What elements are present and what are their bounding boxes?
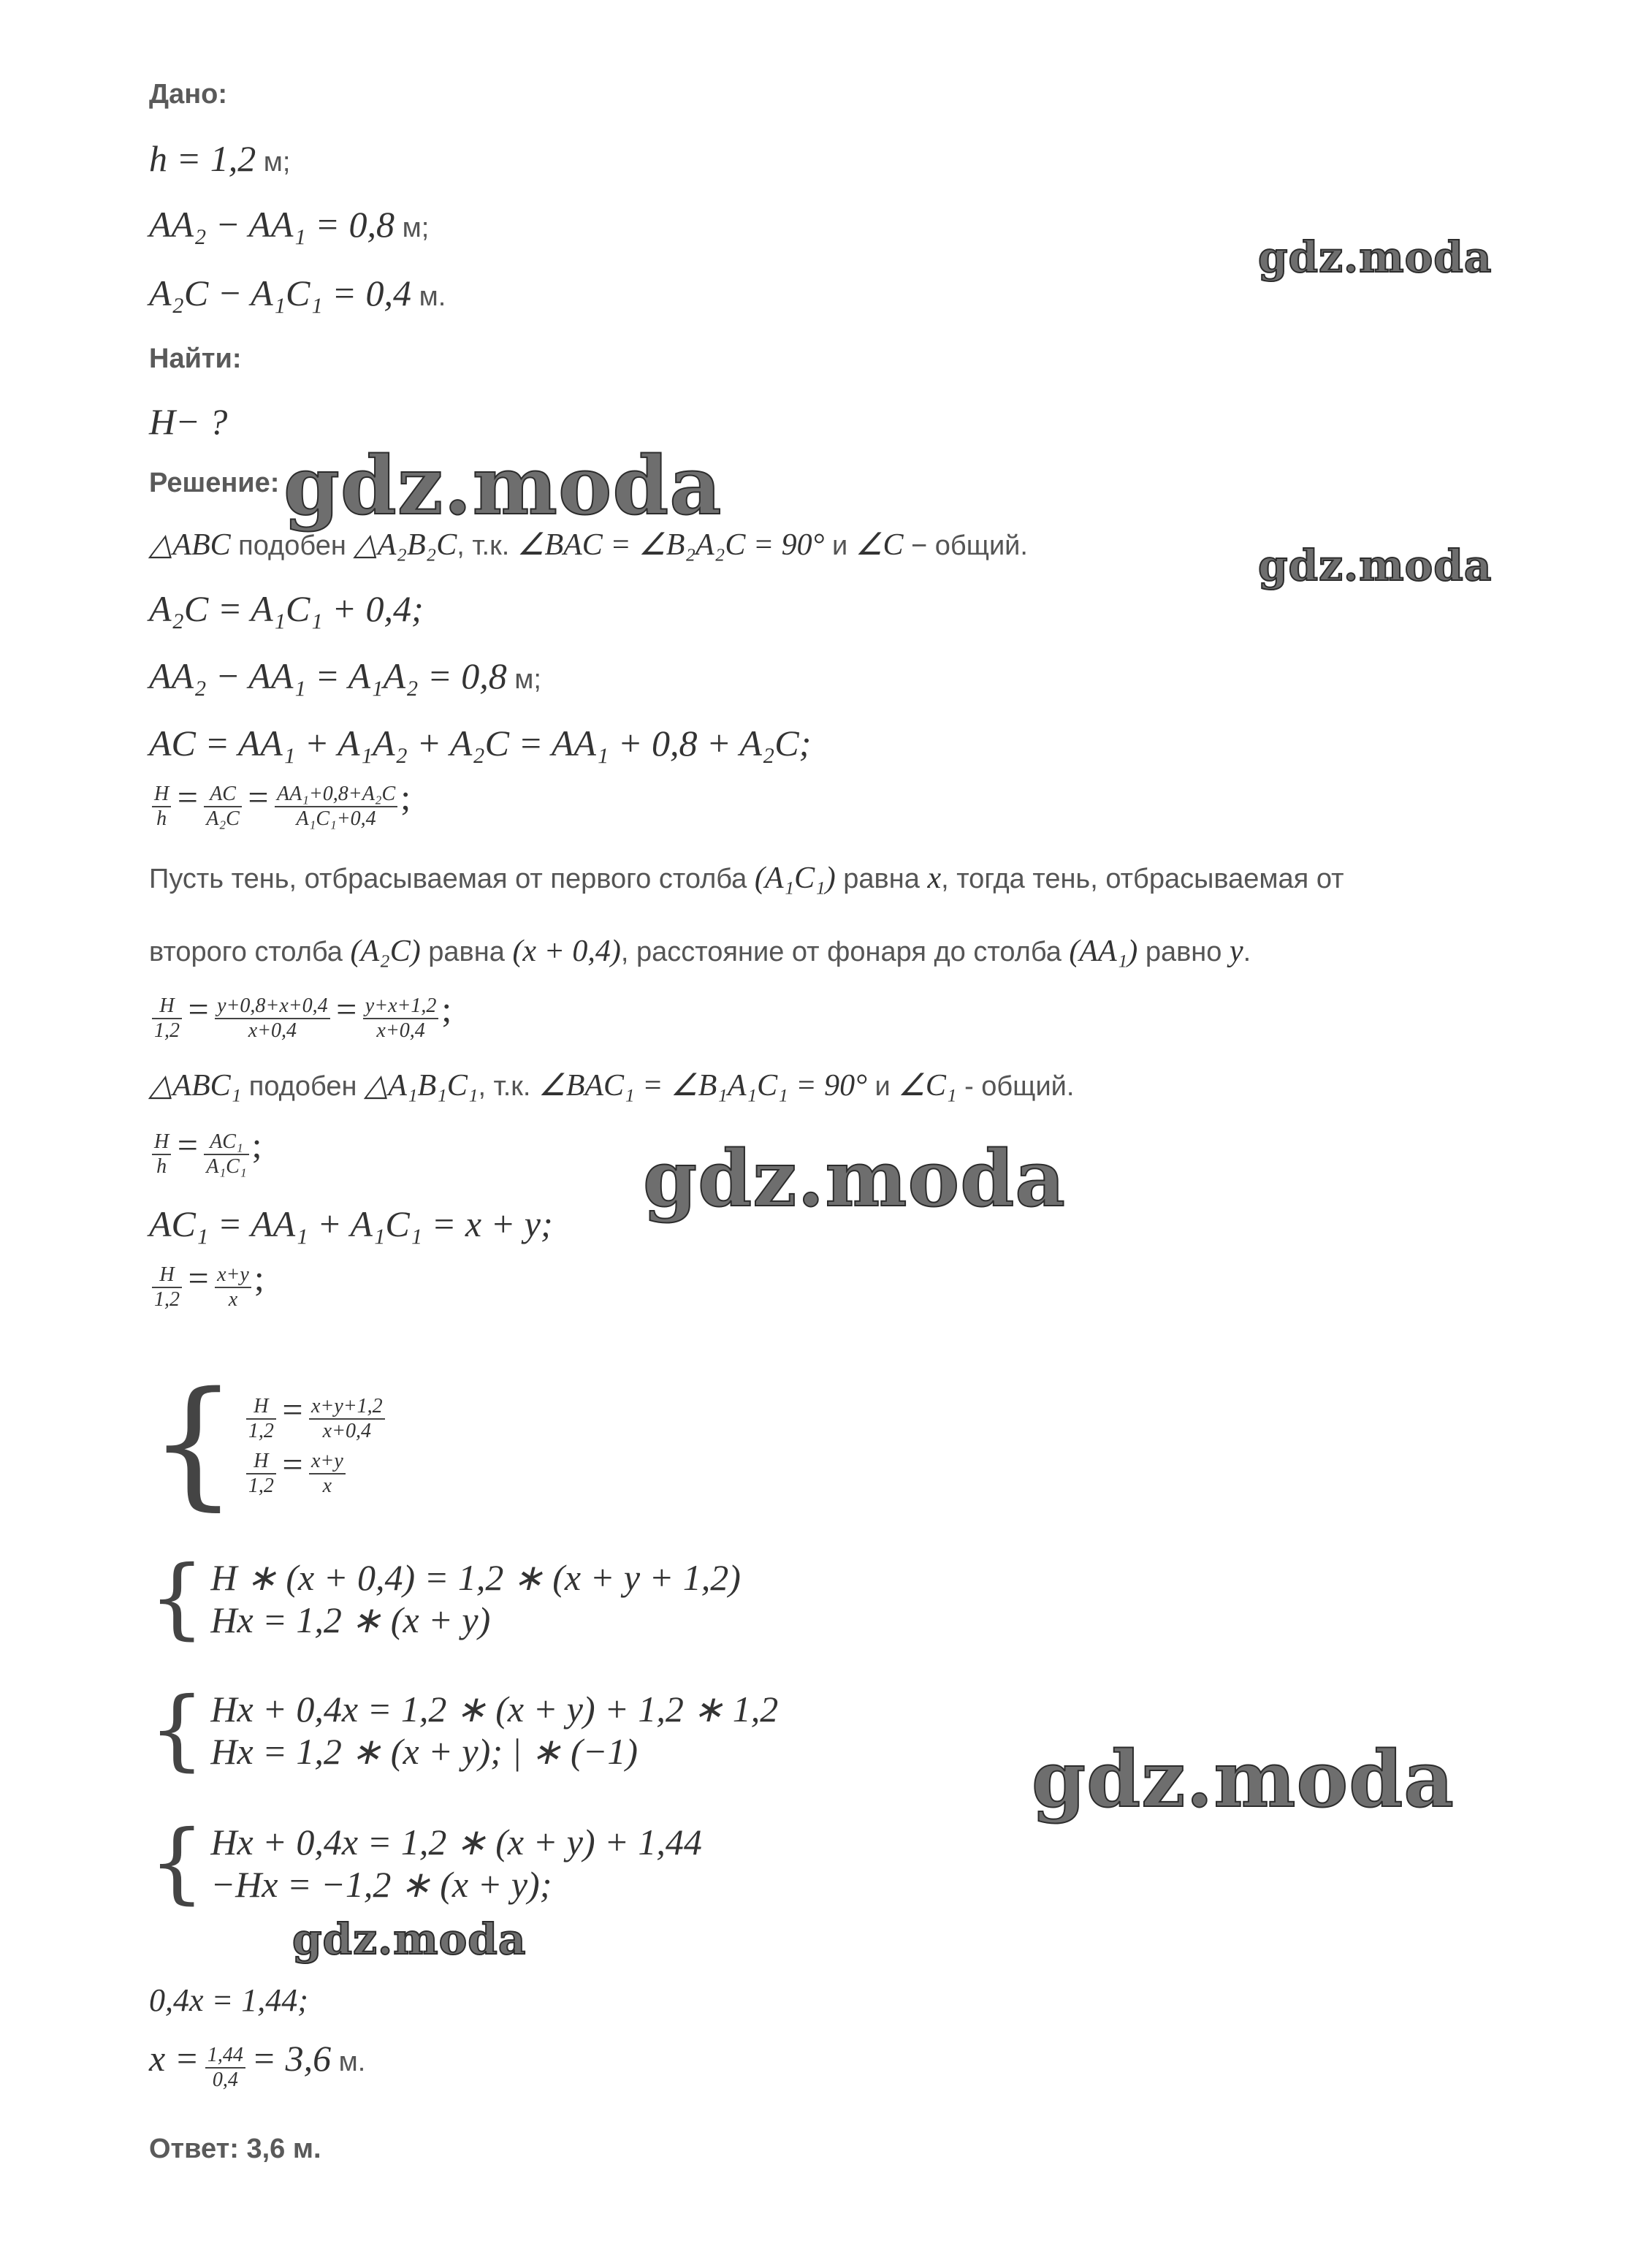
because-word: , т.к.: [478, 1071, 539, 1102]
final-equation: [149, 2037, 365, 2092]
find-value: H− ?: [149, 401, 228, 442]
system-row: Hx = 1,2 ∗ (x + y): [210, 1599, 491, 1640]
numerator: AC₁: [204, 1130, 248, 1155]
and-word: и: [866, 1071, 899, 1102]
let-statement-2: [149, 934, 1251, 969]
watermark-logo: gdz.moda: [1258, 541, 1493, 590]
fraction: [205, 2044, 245, 2092]
brace-icon: {: [149, 1362, 237, 1523]
equation-ac1: AC₁ = AA₁ + A₁C₁ = x + y;: [149, 1203, 553, 1244]
distance-text: , расстояние от фонаря до столба: [620, 937, 1070, 967]
system-row: $\frac{H}{1,2}$ = $\frac{x+y}{x}$: [243, 1443, 388, 1498]
given-line-shadow-difference-math: A₂C − A₁C₁ = 0,4: [149, 273, 412, 313]
given-line-height: [149, 137, 291, 180]
denominator: 1,2: [248, 1474, 274, 1497]
denominator: 1,2: [154, 1019, 180, 1042]
equation-0-4x: 0,4x = 1,44;: [149, 1982, 308, 2018]
numerator: H: [152, 1130, 171, 1155]
denominator: h: [156, 807, 167, 830]
numerator: x+y: [309, 1450, 346, 1474]
system-row: −Hx = −1,2 ∗ (x + y);: [210, 1864, 552, 1905]
let-statement-1: [149, 861, 1344, 896]
given-line-height-math: h = 1,2: [149, 138, 256, 179]
numerator: 1,44: [205, 2044, 245, 2069]
numerator: H: [246, 1450, 276, 1474]
given-line-aa-difference: [149, 203, 429, 246]
solution-heading: Решение:: [149, 468, 280, 498]
brace-icon: {: [149, 1812, 205, 1914]
find-heading: Найти:: [149, 343, 242, 374]
equation-system-1: [149, 1362, 388, 1523]
given-line-aa-difference-unit: м;: [395, 213, 430, 243]
given-line-shadow-difference-unit: м.: [411, 281, 446, 312]
fraction: [215, 994, 330, 1043]
similar-word: подобен: [241, 1071, 365, 1102]
numerator: H: [152, 783, 171, 807]
numerator: y+x+1,2: [363, 994, 439, 1019]
denominator: A₁C₁: [206, 1154, 247, 1178]
equation-a1a2-math: AA₂ − AA₁ = A₁A₂ = 0,8: [149, 655, 507, 696]
equals-word: равна: [835, 864, 928, 894]
equation-a2c: A₂C = A₁C₁ + 0,4;: [149, 588, 424, 629]
watermark-logo: gdz.moda: [1032, 1733, 1455, 1824]
fraction: [275, 783, 397, 831]
let-text: Пусть тень, отбрасываемая от первого столба: [149, 864, 755, 894]
shadow-first-pole: (A₁C₁): [754, 861, 836, 895]
triangle-abc1: △ABC₁: [149, 1069, 242, 1103]
segment-aa1: (AA₁): [1069, 935, 1138, 968]
numerator: H: [152, 994, 182, 1019]
denominator: 0,4: [212, 2068, 238, 2091]
ratio-equation-4: $\frac{H}{1,2}$ = $\frac{x+y}{x}$ ;: [149, 1257, 264, 1312]
denominator: 1,2: [248, 1419, 274, 1442]
ratio-equation-3: $\frac{H}{h}$ = $\frac{\text{AC₁}}{\text{A₁C₁}}$ ;: [149, 1124, 262, 1179]
equation-a1a2-unit: м;: [506, 664, 541, 695]
semicolon: ;: [251, 1125, 262, 1165]
shadow-second-pole: (A₂C): [350, 935, 421, 968]
denominator: x+0,4: [248, 1019, 297, 1042]
numerator: x+y: [215, 1263, 251, 1288]
fraction: [215, 1263, 251, 1312]
equation-system-3: [149, 1679, 779, 1781]
and-word: и: [824, 530, 855, 561]
semicolon: ;: [441, 989, 452, 1030]
fraction: [152, 994, 182, 1043]
equation-system-4: [149, 1812, 702, 1914]
numerator: AA₁+0,8+A₂C: [275, 783, 397, 807]
denominator: x: [228, 1287, 238, 1311]
ratio-equation-2: $\frac{H}{1,2}$ = $\frac{y+0,8+x+0,4}{x+0,4}$ = $\frac{y+x+1,2}{x+0,4}$ ;: [149, 988, 451, 1043]
expression-x-plus: (x + 0,4): [512, 935, 621, 968]
numerator: x+y+1,2: [309, 1395, 385, 1420]
watermark-logo: gdz.moda: [1258, 232, 1493, 282]
denominator: x+0,4: [322, 1419, 371, 1442]
final-lhs: x =: [149, 2038, 199, 2079]
equation-system-2: [149, 1548, 741, 1649]
common-word: − общий.: [903, 530, 1028, 561]
semicolon: ;: [254, 1257, 264, 1298]
answer-line: Ответ: 3,6 м.: [149, 2134, 321, 2164]
angle-c1: ∠C₁: [898, 1069, 957, 1103]
semicolon: ;: [400, 777, 411, 818]
period: .: [1243, 937, 1251, 967]
given-heading: Дано:: [149, 79, 228, 110]
fraction: [204, 1130, 248, 1179]
triangle-a1b1c1: △A₁B₁C₁: [365, 1069, 479, 1103]
system-row: $\frac{H}{1,2}$ = $\frac{x+y+1,2}{x+0,4}$: [243, 1388, 388, 1443]
numerator: H: [246, 1395, 276, 1420]
then-text: , тогда тень, отбрасываемая от: [941, 864, 1344, 894]
numerator: H: [152, 1263, 182, 1288]
because-word: , т.к.: [457, 530, 517, 561]
system-row: H ∗ (x + 0,4) = 1,2 ∗ (x + y + 1,2): [210, 1557, 741, 1598]
triangle-abc: △ABC: [149, 528, 231, 562]
second-pole-text: второго столба: [149, 937, 351, 967]
denominator: A₂C: [206, 807, 240, 830]
given-line-height-unit: м;: [256, 147, 291, 178]
triangle-a2b2c: △A₂B₂C: [354, 528, 457, 562]
given-line-aa-difference-math: AA₂ − AA₁ = 0,8: [149, 204, 395, 245]
final-rhs: = 3,6: [251, 2038, 332, 2079]
system-row: Hx + 0,4x = 1,2 ∗ (x + y) + 1,44: [210, 1822, 702, 1862]
similarity-statement-2: [149, 1067, 1074, 1103]
equation-ac: AC = AA₁ + A₁A₂ + A₂C = AA₁ + 0,8 + A₂C;: [149, 723, 812, 764]
given-line-shadow-difference: [149, 272, 446, 314]
angle-equality: ∠BAC = ∠B₂A₂C = 90°: [517, 528, 825, 562]
denominator: A₁C₁+0,4: [296, 807, 376, 830]
common-word: - общий.: [956, 1071, 1075, 1102]
numerator: AC: [204, 783, 242, 807]
variable-y: y: [1230, 935, 1243, 968]
ratio-equation-1: $\frac{H}{h}$ = $\frac{AC}{\text{A₂C}}$ = $\frac{\text{AA₁+0,8+A₂C}}{\text{A₁C₁+0,4}}$ ;: [149, 776, 411, 831]
watermark-logo: gdz.moda: [643, 1133, 1066, 1224]
fraction: [152, 783, 171, 831]
brace-icon: {: [149, 1548, 205, 1649]
equation-a1a2: [149, 655, 541, 697]
fraction: [204, 783, 242, 831]
watermark-logo: gdz.moda: [292, 1914, 527, 1964]
numerator: y+0,8+x+0,4: [215, 994, 330, 1019]
brace-icon: {: [149, 1679, 205, 1781]
fraction: [363, 994, 439, 1043]
final-unit: м.: [331, 2047, 366, 2077]
system-row: Hx = 1,2 ∗ (x + y); | ∗ (−1): [210, 1731, 639, 1772]
variable-x: x: [927, 861, 942, 895]
denominator: 1,2: [154, 1287, 180, 1311]
denominator: h: [156, 1154, 167, 1178]
angle-c: ∠C: [855, 528, 904, 562]
angle-equality: ∠BAC₁ = ∠B₁A₁C₁ = 90°: [538, 1069, 867, 1103]
denominator: x+0,4: [376, 1019, 425, 1042]
denominator: x: [322, 1474, 332, 1497]
fraction: [152, 1130, 171, 1179]
equals-word: равна: [420, 937, 513, 967]
fraction: [152, 1263, 182, 1312]
equals-word: равно: [1137, 937, 1230, 967]
similar-word: подобен: [230, 530, 354, 561]
system-row: Hx + 0,4x = 1,2 ∗ (x + y) + 1,2 ∗ 1,2: [210, 1689, 779, 1729]
watermark-logo: gdz.moda: [283, 438, 723, 533]
